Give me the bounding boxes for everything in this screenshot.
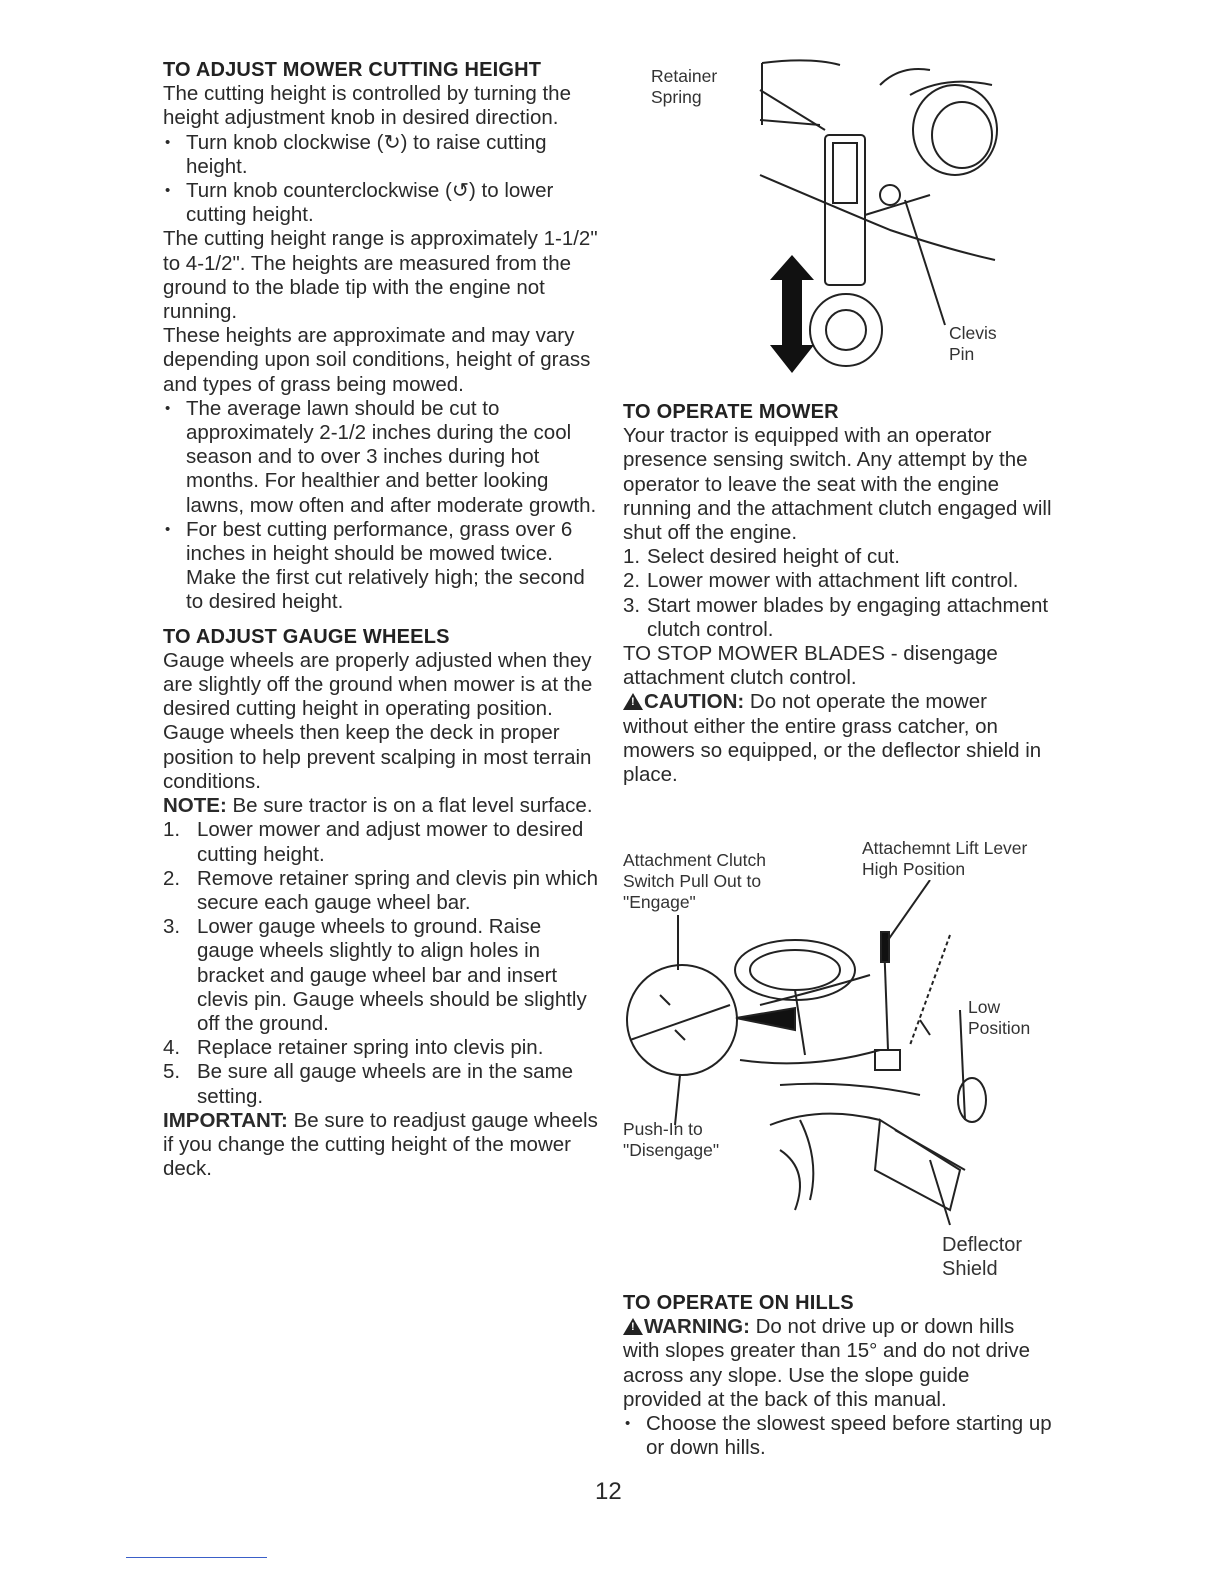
step-text: Start mower blades by engaging attachment clutch control. (647, 593, 1049, 641)
step-text: Lower mower and adjust mower to desired cutting height. (197, 818, 584, 866)
caution-notice (623, 690, 1053, 787)
step-text: Lower mower with attachment lift control. (647, 569, 1019, 593)
height-approx: These heights are approximate and may vary depending upon soil conditions, height of grass and types of grass being mowed. (163, 324, 591, 396)
step-number: 3. (163, 915, 181, 939)
gauge-heading: TO ADJUST GAUGE WHEELS (163, 625, 450, 648)
step-number: 4. (163, 1036, 181, 1060)
important-text: Be sure to readjust gauge wheels if you change the cutting height of the mower deck. (163, 1108, 598, 1181)
note-label: NOTE: (163, 794, 227, 818)
gauge-step-2 (163, 867, 599, 915)
step-number: 2. (163, 866, 181, 890)
left-column (163, 58, 599, 1181)
step-number: 5. (163, 1060, 181, 1084)
gauge-step-3 (163, 915, 599, 1036)
tractor-controls-diagram (620, 880, 1040, 1230)
stop-blades: TO STOP MOWER BLADES - disengage attachment clutch control. (623, 642, 998, 690)
step-text: Be sure all gauge wheels are in the same setting. (197, 1060, 574, 1108)
label-deflector-shield: Deflector Shield (942, 1234, 1023, 1280)
warning-notice (623, 1315, 1053, 1412)
gauge-step-4 (163, 1036, 599, 1060)
caution-text: Do not operate the mower without either the entire grass catcher, on mowers so equipped, or the deflector shield in place. (623, 690, 1042, 787)
label-push-disengage: Push-In to "Disengage" (623, 1119, 720, 1160)
step-number: 2. (623, 569, 641, 593)
bullet-best-cutting: • For best cutting performance, grass over 6 inches in height should be mowed twice. Make the first cut relatively high; the second to desired height. (163, 518, 599, 615)
operate-intro: Your tractor is equipped with an operator presence sensing switch. Any attempt by the operator to leave the seat with the engine running and the attachment clutch engaged will shut off the engine. (623, 424, 1052, 545)
up-down-arrow-icon (770, 255, 814, 373)
operate-step-2 (623, 569, 1053, 593)
caution-label: CAUTION: (644, 690, 745, 714)
bullet-clockwise: • Turn knob clockwise (↻) to raise cutting height. (163, 131, 599, 179)
height-range: The cutting height range is approximately 1-1/2" to 4-1/2". The heights are measured from the ground to the blade tip with the engine not running. (163, 227, 598, 324)
warning-label: WARNING: (644, 1315, 750, 1339)
step-text: Select desired height of cut. (647, 545, 900, 569)
operate-heading: TO OPERATE MOWER (623, 401, 839, 423)
page-number: 12 (595, 1478, 622, 1505)
warning-text: Do not drive up or down hills with slopes greater than 15° and do not drive across any slope. Use the slope guide provided at the back of this manual. (623, 1315, 1031, 1411)
label-clevis-pin: Clevis Pin (949, 323, 997, 364)
important-label: IMPORTANT: (163, 1108, 288, 1132)
caution-icon (623, 693, 643, 710)
step-number: 1. (163, 818, 181, 842)
step-number: 3. (623, 593, 641, 617)
adjust-height-heading: TO ADJUST MOWER CUTTING HEIGHT (163, 59, 542, 81)
gauge-wheel-diagram (730, 55, 1000, 395)
gauge-intro: Gauge wheels are properly adjusted when they are slightly off the ground when mower is at the desired cutting height in operating position. Gauge wheels then keep the deck in proper position to help prevent scalping in most terrain conditions. (163, 648, 593, 793)
note-text: Be sure tractor is on a flat level surface. (226, 794, 593, 818)
warning-icon (623, 1318, 643, 1335)
step-text: Lower gauge wheels to ground. Raise gauge wheels slightly to align holes in bracket and gauge wheel bar and insert clevis pin. Gauge wheels should be slightly off the ground. (197, 915, 587, 1035)
label-clutch-engage: Attachment Clutch Switch Pull Out to "Engage" (623, 850, 766, 912)
bullet-slowest-speed: • Choose the slowest speed before starting up or down hills. (623, 1412, 1053, 1460)
adjust-height-intro: The cutting height is controlled by turning the height adjustment knob in desired direction. (163, 82, 571, 130)
operate-step-3 (623, 594, 1053, 642)
gauge-step-5 (163, 1060, 599, 1108)
operate-mower-section (623, 400, 1053, 787)
gauge-important (163, 1109, 599, 1182)
step-text: Replace retainer spring into clevis pin. (197, 1036, 544, 1060)
operate-step-1 (623, 545, 1053, 569)
label-retainer-spring: Retainer Spring (651, 66, 718, 107)
hills-heading: TO OPERATE ON HILLS (623, 1292, 854, 1314)
gauge-note (163, 794, 599, 818)
label-lift-high: Attachemnt Lift Lever High Position (862, 838, 1028, 879)
step-text: Remove retainer spring and clevis pin which secure each gauge wheel bar. (197, 866, 599, 914)
footer-rule (126, 1557, 267, 1558)
gauge-step-1 (163, 818, 599, 866)
bullet-counterclockwise: • Turn knob counterclockwise (↺) to lower cutting height. (163, 179, 599, 227)
bullet-average-lawn: • The average lawn should be cut to approximately 2-1/2 inches during the cool season and to over 3 inches during hot months. For healthier and better looking lawns, mow often and after moderate growth. (163, 397, 599, 518)
hills-section (623, 1291, 1053, 1460)
label-low-position: Low Position (968, 997, 1031, 1038)
step-number: 1. (623, 545, 641, 569)
